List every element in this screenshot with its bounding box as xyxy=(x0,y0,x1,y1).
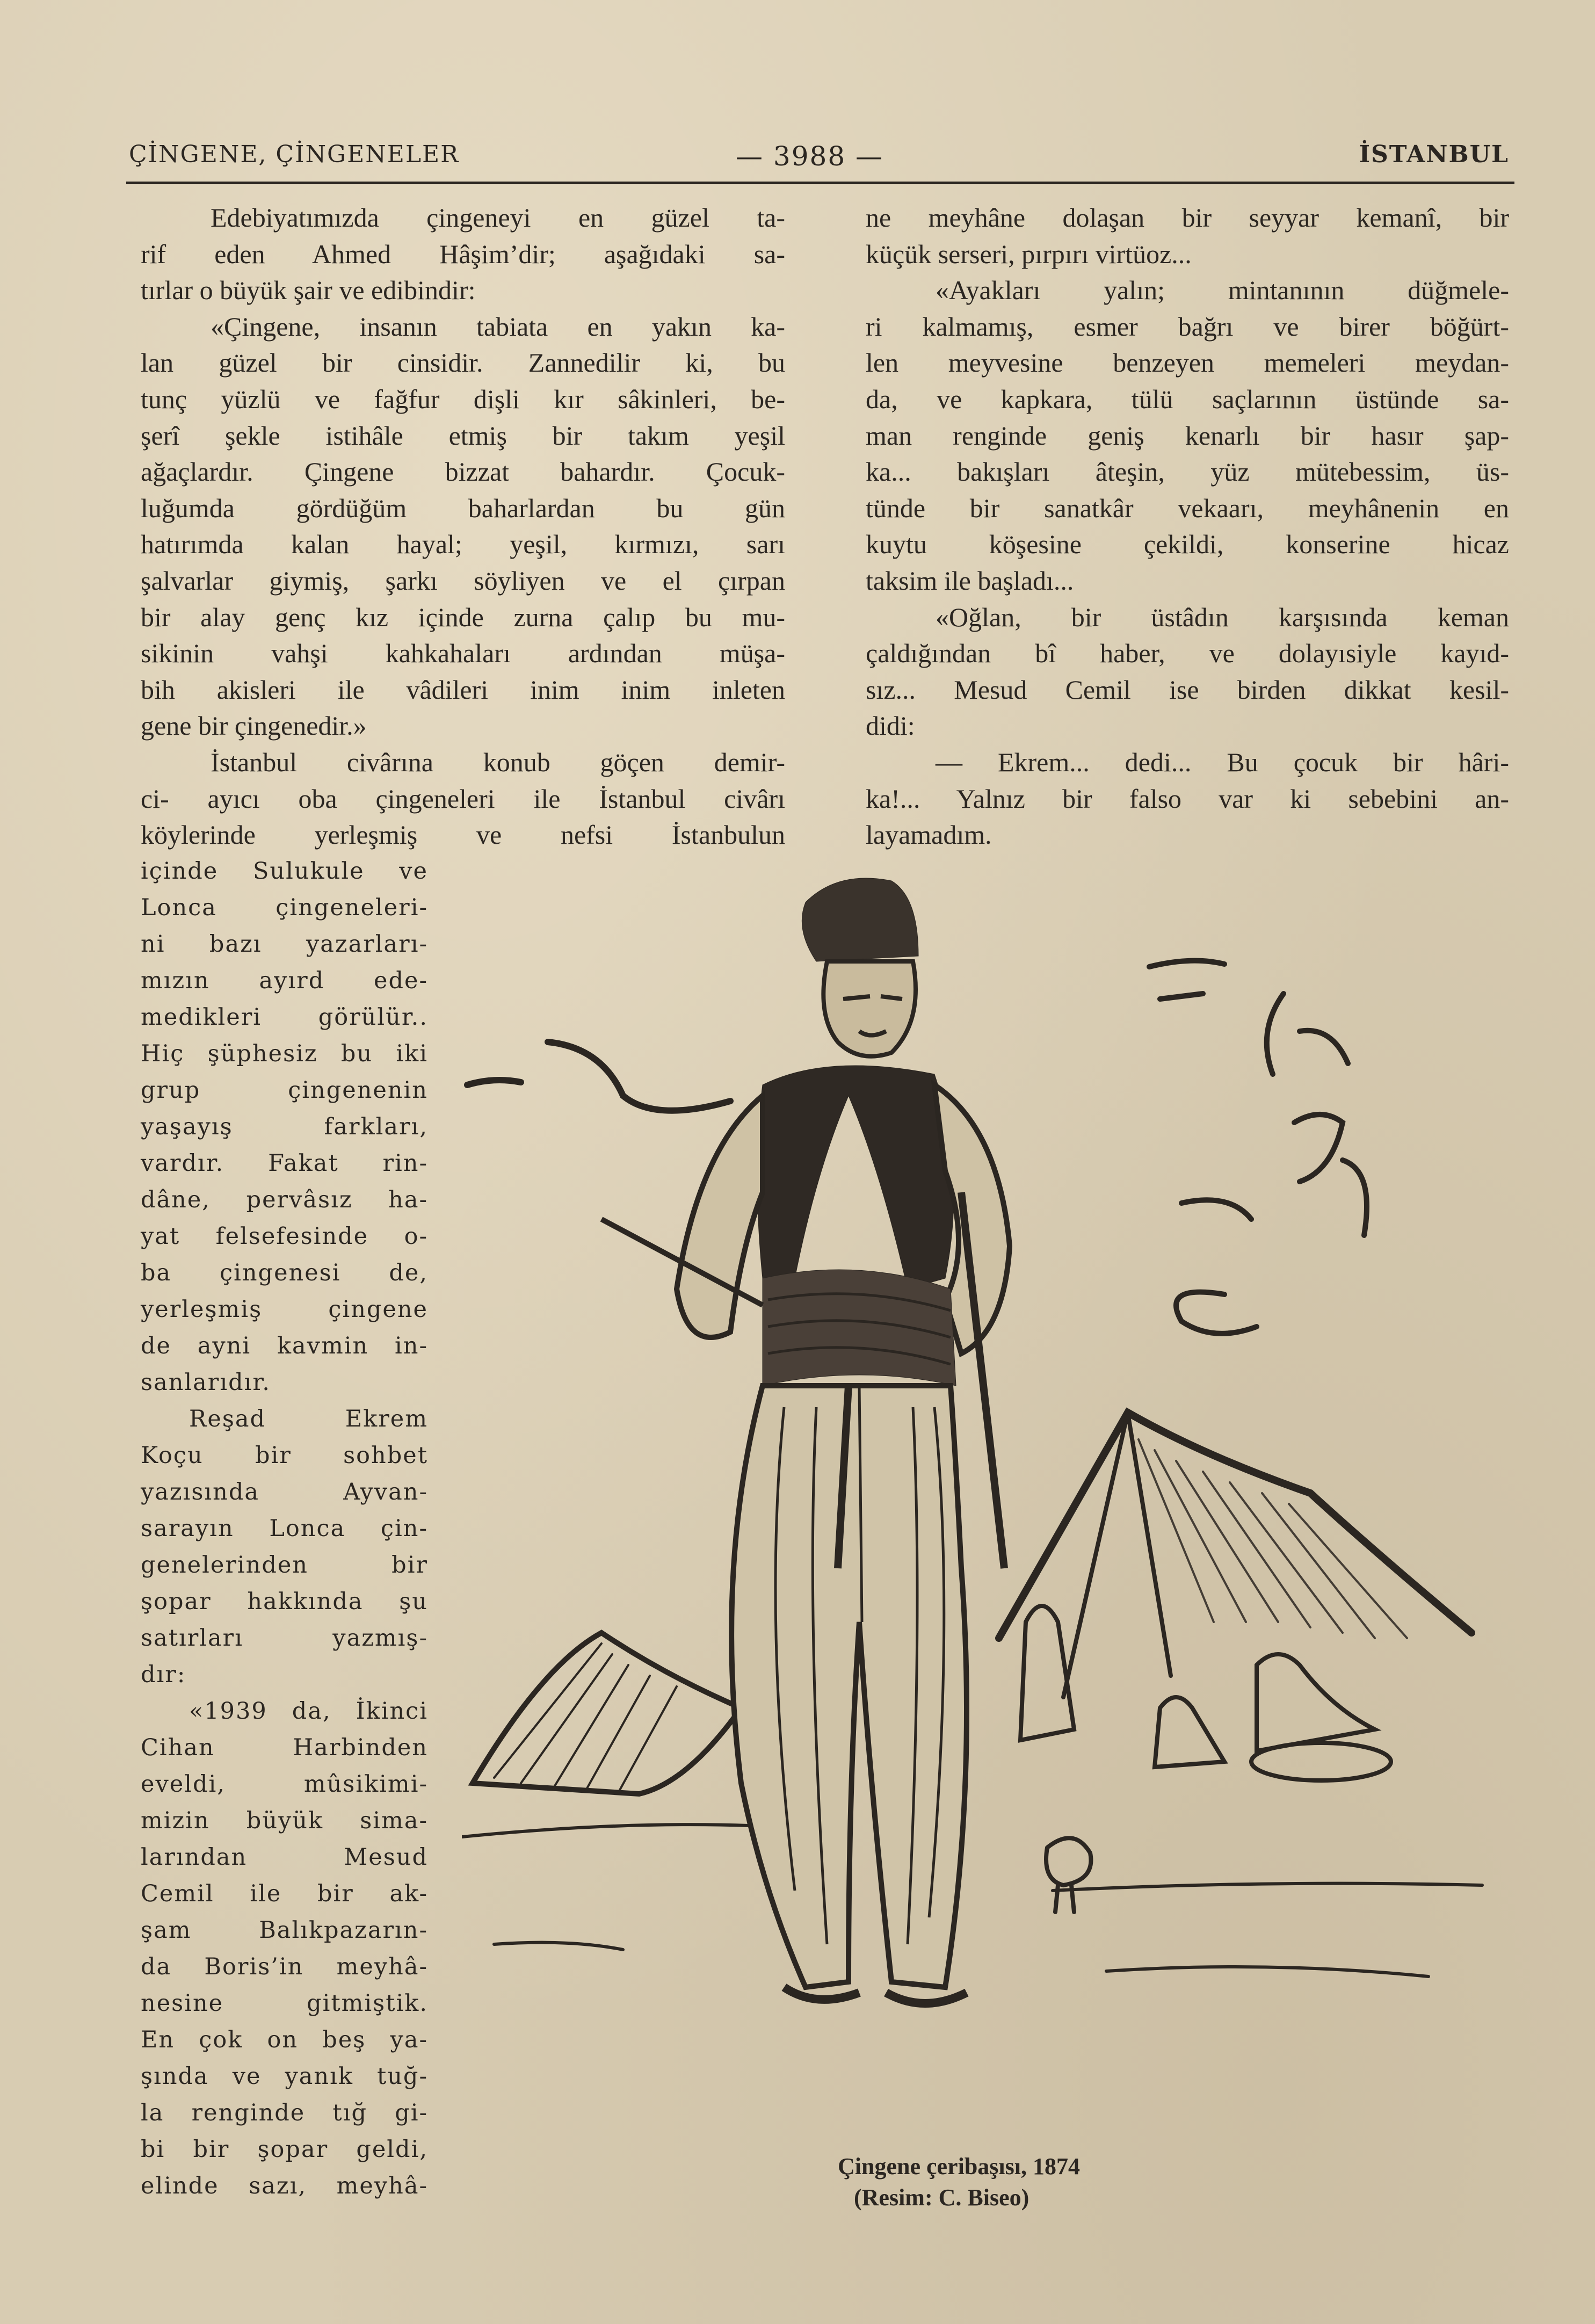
text-line: luğumda gördüğüm baharlardan bu gün xyxy=(141,493,785,523)
text-line: yazısında Ayvan- xyxy=(141,1479,428,1505)
text-line: Reşad Ekrem xyxy=(189,1406,428,1432)
caption-title: Çingene çeribaşısı, 1874 xyxy=(838,2153,1080,2180)
right-tent xyxy=(999,1413,1471,1638)
text-line: bih akisleri ile vâdileri inim inim inleten xyxy=(141,674,785,705)
text-line: elinde sazı, meyhâ- xyxy=(141,2173,428,2199)
vest xyxy=(757,1066,954,1289)
text-line: bi bir şopar geldi, xyxy=(141,2136,428,2163)
text-line: ci- ayıcı oba çingeneleri ile İstanbul civârı xyxy=(141,783,785,814)
text-line: içinde Sulukule ve xyxy=(141,858,428,885)
header-rule xyxy=(126,182,1514,184)
text-line: ni bazı yazarları- xyxy=(141,931,428,958)
ground xyxy=(462,1825,1482,1977)
text-line: dır: xyxy=(141,1661,186,1688)
text-line: genelerinden bir xyxy=(141,1552,428,1579)
text-line: la renginde tığ gi- xyxy=(141,2099,428,2126)
running-header-publication: İSTANBUL xyxy=(1359,141,1509,168)
text-line: ağaçlardır. Çingene bizzat bahardır. Çocuk- xyxy=(141,457,785,487)
right-column-text xyxy=(866,200,1509,853)
text-line: Cihan Harbinden xyxy=(141,1734,428,1761)
left-tent xyxy=(473,1633,741,1794)
page-number: — 3988 — xyxy=(736,141,884,172)
text-line: eveldi, mûsikimi- xyxy=(141,1771,428,1798)
text-line: tünde bir sanatkâr vekaarı, meyhânenin en xyxy=(866,493,1509,523)
text-line: «1939 da, İkinci xyxy=(189,1698,428,1725)
text-line: lan güzel bir cinsidir. Zannedilir ki, bu xyxy=(141,347,785,378)
text-line: Hiç şüphesiz bu iki xyxy=(141,1040,428,1067)
text-line: sanlarıdır. xyxy=(141,1369,271,1396)
text-line: de ayni kavmin in- xyxy=(141,1333,428,1359)
text-line: hatırımda kalan hayal; yeşil, kırmızı, sarı xyxy=(141,529,785,560)
text-line: satırları yazmış- xyxy=(141,1625,428,1652)
left-column-text xyxy=(141,200,785,853)
text-line: yerleşmiş çingene xyxy=(141,1296,428,1323)
text-line: köylerinde yerleşmiş ve nefsi İstanbulun xyxy=(141,820,785,850)
text-line: da Boris’in meyhâ- xyxy=(141,1953,428,1980)
text-line: medikleri görülür.. xyxy=(141,1004,428,1031)
text-line: tunç yüzlü ve fağfur dişli kır sâkinleri, be- xyxy=(141,383,785,414)
text-line: «Ayakları yalın; mintanının düğmele- xyxy=(936,275,1509,306)
text-line: — Ekrem... dedi... Bu çocuk bir hâri- xyxy=(936,747,1509,777)
text-line: sarayın Lonca çin- xyxy=(141,1515,428,1542)
text-line: mızın ayırd ede- xyxy=(141,967,428,994)
text-line: Edebiyatımızda çingeneyi en güzel ta- xyxy=(211,202,785,233)
cloud-strokes xyxy=(1149,961,1367,1334)
standing-figure xyxy=(601,878,1010,2003)
text-line: şerî şekle istihâle etmiş bir takım yeşil xyxy=(141,420,785,451)
text-line: vardır. Fakat rin- xyxy=(141,1150,428,1177)
text-line: ba çingenesi de, xyxy=(141,1259,428,1286)
text-line: Cemil ile bir ak- xyxy=(141,1880,428,1907)
face xyxy=(823,961,916,1056)
text-line: bir alay genç kız içinde zurna çalıp bu mu- xyxy=(141,602,785,632)
gypsy-chief-illustration xyxy=(462,870,1509,2116)
text-line: küçük serseri, pırpırı virtüoz... xyxy=(866,238,1192,269)
sash-belt xyxy=(763,1270,956,1386)
fez-headwear xyxy=(802,878,918,961)
text-line: şalvarlar giymiş, şarkı söyliyen ve el çırpan xyxy=(141,565,785,596)
text-line: şında ve yanık tuğ- xyxy=(141,2063,428,2090)
text-line: tırlar o büyük şair ve edibindir: xyxy=(141,275,476,306)
text-line: kuytu köşesine çekildi, konserine hicaz xyxy=(866,529,1509,560)
text-line: çaldığından bî haber, ve dolayısiyle kayıd- xyxy=(866,638,1509,669)
text-line: ne meyhâne dolaşan bir seyyar kemanî, bir xyxy=(866,202,1509,233)
text-line: taksim ile başladı... xyxy=(866,565,1074,596)
text-line: sız... Mesud Cemil ise birden dikkat kesil- xyxy=(866,674,1509,705)
running-header-title: ÇİNGENE, ÇİNGENELER xyxy=(129,141,460,168)
text-line: Lonca çingeneleri- xyxy=(141,894,428,921)
text-line: yat felsefesinde o- xyxy=(141,1223,428,1250)
text-line: «Oğlan, bir üstâdın karşısında keman xyxy=(936,602,1509,632)
feet xyxy=(784,1987,967,2003)
text-line: mizin büyük sima- xyxy=(141,1807,428,1834)
text-line: rif eden Ahmed Hâşim’dir; aşağıdaki sa- xyxy=(141,238,785,269)
bird-stroke xyxy=(467,1042,730,1111)
text-line: gene bir çingenedir.» xyxy=(141,711,367,741)
caption-credit: (Resim: C. Biseo) xyxy=(854,2184,1030,2211)
text-line: larından Mesud xyxy=(141,1844,428,1871)
text-line: dâne, pervâsız ha- xyxy=(141,1186,428,1213)
text-line: nesine gitmiştik. xyxy=(141,1990,428,2017)
text-line: da, ve kapkara, tülü saçlarının üstünde sa- xyxy=(866,383,1509,414)
text-line: man renginde geniş kenarlı bir hasır şap- xyxy=(866,420,1509,451)
text-line: layamadım. xyxy=(866,820,992,850)
text-line: yaşayış farkları, xyxy=(141,1113,428,1140)
text-line: Koçu bir sohbet xyxy=(141,1442,428,1469)
text-line: didi: xyxy=(866,711,915,741)
text-line: ka!... Yalnız bir falso var ki sebebini an- xyxy=(866,783,1509,814)
text-line: şopar hakkında şu xyxy=(141,1588,428,1615)
text-line: sikinin vahşi kahkahaları ardından müşa- xyxy=(141,638,785,669)
text-line: ri kalmamış, esmer bağrı ve birer böğürt- xyxy=(866,311,1509,342)
text-line: len meyvesine benzeyen memeleri meydan- xyxy=(866,347,1509,378)
text-line: En çok on beş ya- xyxy=(141,2026,428,2053)
text-line: şam Balıkpazarın- xyxy=(141,1917,428,1944)
illustration-caption xyxy=(838,2151,1214,2213)
text-line: İstanbul civârına konub göçen demir- xyxy=(211,747,785,777)
chicken xyxy=(1046,1838,1091,1912)
text-line: «Çingene, insanın tabiata en yakın ka- xyxy=(211,311,785,342)
narrow-column-text xyxy=(141,853,428,2204)
text-line: grup çingenenin xyxy=(141,1077,428,1104)
text-line: ka... bakışları âteşin, yüz mütebessim, üs- xyxy=(866,457,1509,487)
